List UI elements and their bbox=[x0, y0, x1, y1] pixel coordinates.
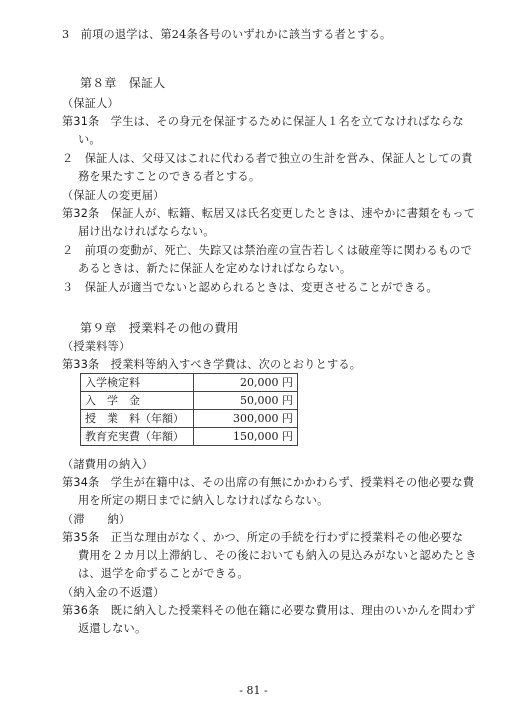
section-heading bbox=[62, 340, 130, 354]
fee-amount: 150,000 円 bbox=[194, 428, 298, 446]
page-number: - 81 - bbox=[239, 684, 268, 697]
line-text: い。 bbox=[78, 133, 101, 146]
section-heading bbox=[62, 458, 153, 472]
line-text: （納入金の不返還） bbox=[62, 586, 165, 599]
fee-item: 入学検定料 bbox=[81, 374, 194, 392]
fee-amount: 300,000 円 bbox=[194, 410, 298, 428]
line-text: 既に納入した授業料その他在籍に必要な費用は、理由のいかんを問わず bbox=[99, 604, 476, 617]
table-row bbox=[81, 374, 298, 392]
text-line bbox=[78, 622, 146, 636]
line-text: ２ 前項の変動が、死亡、失踪又は禁治産の宣告若しくは破産等に関わるもので bbox=[62, 244, 472, 257]
fee-item: 授 業 料（年額） bbox=[81, 410, 194, 428]
line-text: 学生は、その身元を保証するために保証人１名を立てなければならな bbox=[99, 115, 464, 128]
fee-amount: 50,000 円 bbox=[194, 392, 298, 410]
line-text: （授業料等） bbox=[62, 340, 131, 353]
text-line bbox=[78, 494, 329, 508]
text-line bbox=[78, 225, 215, 239]
text-line bbox=[62, 207, 475, 221]
table-row bbox=[81, 410, 298, 428]
text-line bbox=[62, 604, 475, 618]
line-text: 届け出なければならない。 bbox=[78, 225, 215, 238]
line-text: 返還しない。 bbox=[78, 622, 147, 635]
text-line bbox=[78, 549, 477, 563]
section-heading bbox=[62, 586, 165, 600]
line-text: 第９章 授業料その他の費用 bbox=[80, 321, 239, 335]
line-text: 正当な理由がなく、かつ、所定の手続を行わずに授業料その他必要な bbox=[99, 531, 464, 544]
article-number: 第36条 bbox=[62, 604, 100, 617]
article-number: 第32条 bbox=[62, 207, 100, 220]
article-number: 第34条 bbox=[62, 476, 100, 489]
text-line bbox=[62, 476, 474, 490]
fee-item: 教育充実費（年額） bbox=[81, 428, 194, 446]
line-text: （保証人） bbox=[62, 97, 119, 110]
article-number: 第35条 bbox=[62, 531, 100, 544]
line-text: （滞 納） bbox=[62, 513, 131, 526]
section-heading bbox=[62, 513, 130, 527]
line-text: あるときは、新たに保証人を定めなければならない。 bbox=[78, 262, 352, 275]
line-text: （諸費用の納入） bbox=[62, 458, 154, 471]
text-line bbox=[62, 152, 473, 166]
line-text: 学生が在籍中は、その出席の有無にかかわらず、授業料その他必要な費 bbox=[99, 476, 475, 489]
line-text: ２ 保証人は、父母又はこれに代わる者で独立の生計を営み、保証人としての責 bbox=[62, 152, 473, 165]
line-text: ３ 保証人が適当でないと認められるときは、変更させることができる。 bbox=[62, 281, 438, 294]
fee-table bbox=[80, 373, 298, 446]
line-text: 用を所定の期日までに納入しなければならない。 bbox=[78, 494, 329, 507]
line-text: 3 前項の退学は、第24条各号のいずれかに該当する者とする。 bbox=[62, 28, 392, 41]
table-row bbox=[81, 428, 298, 446]
text-line bbox=[62, 531, 463, 545]
text-line bbox=[62, 28, 391, 42]
line-text: 第８章 保証人 bbox=[80, 76, 166, 90]
text-line bbox=[78, 170, 260, 184]
text-line bbox=[62, 244, 472, 258]
chapter-heading bbox=[80, 321, 239, 335]
article-number: 第31条 bbox=[62, 115, 100, 128]
line-text: 費用を２カ月以上滞納し、その後においても納入の見込みがないと認めたとき bbox=[78, 549, 477, 562]
section-heading bbox=[62, 97, 119, 111]
text-line bbox=[78, 567, 249, 581]
line-text: 保証人が、転籍、転居又は氏名変更したときは、速やかに書類をもって bbox=[99, 207, 476, 220]
text-line bbox=[78, 262, 351, 276]
text-line bbox=[62, 281, 438, 295]
line-text: 務を果たすことのできる者とする。 bbox=[78, 170, 261, 183]
line-text: （保証人の変更届） bbox=[62, 189, 165, 202]
line-text: は、退学を命ずることができる。 bbox=[78, 567, 249, 580]
fee-item: 入 学 金 bbox=[81, 392, 194, 410]
text-line bbox=[62, 115, 464, 129]
table-row bbox=[81, 392, 298, 410]
text-line bbox=[62, 358, 361, 372]
article-number: 第33条 bbox=[62, 358, 100, 371]
section-heading bbox=[62, 189, 165, 203]
chapter-heading bbox=[80, 76, 165, 90]
text-line bbox=[78, 133, 101, 147]
fee-amount: 20,000 円 bbox=[194, 374, 298, 392]
line-text: 授業料等納入すべき学費は、次のとおりとする。 bbox=[99, 358, 362, 371]
